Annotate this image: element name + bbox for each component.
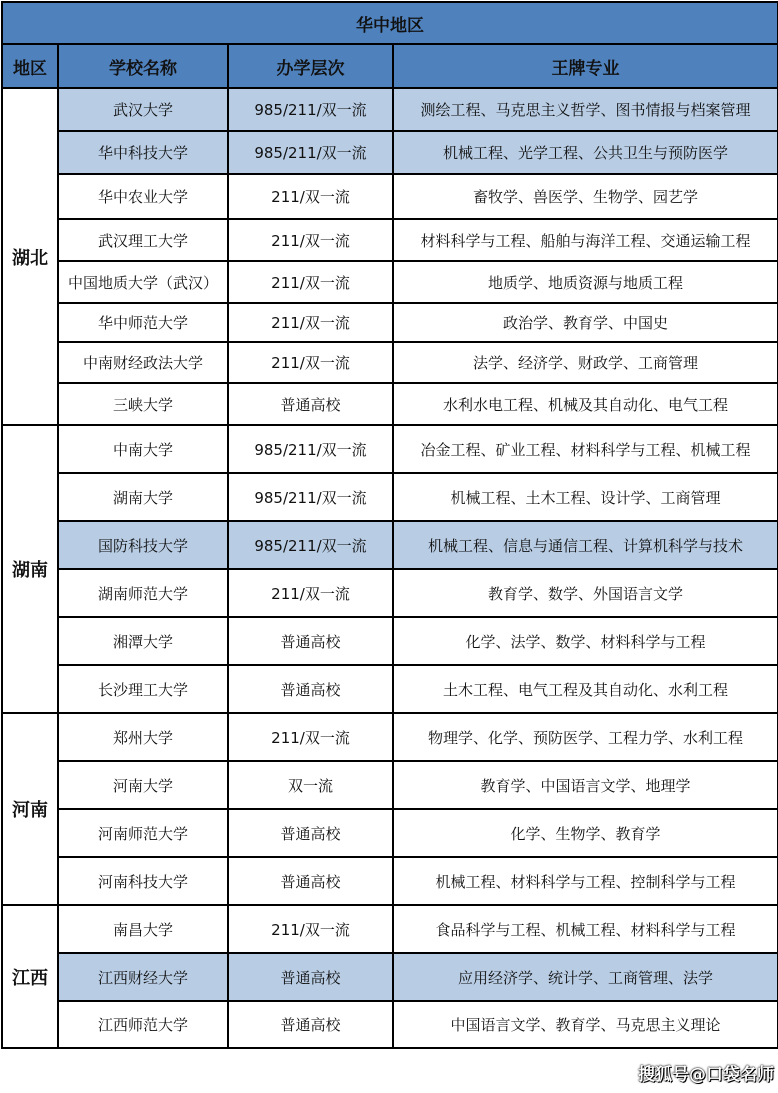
school-cell: 江西师范大学 <box>58 1001 228 1048</box>
region-cell: 河南 <box>2 713 58 905</box>
majors-cell: 化学、法学、数学、材料科学与工程 <box>393 617 778 665</box>
header-region: 地区 <box>2 44 58 88</box>
level-cell: 211/双一流 <box>228 905 393 953</box>
level-cell: 普通高校 <box>228 953 393 1001</box>
majors-cell: 畜牧学、兽医学、生物学、园艺学 <box>393 174 778 219</box>
header-row <box>2 44 778 88</box>
majors-cell: 政治学、教育学、中国史 <box>393 303 778 342</box>
school-cell: 武汉理工大学 <box>58 219 228 261</box>
table-row <box>2 953 778 1001</box>
level-cell: 普通高校 <box>228 665 393 713</box>
table-row <box>2 1001 778 1048</box>
university-table <box>1 1 778 1049</box>
level-cell: 普通高校 <box>228 617 393 665</box>
school-cell: 武汉大学 <box>58 88 228 131</box>
majors-cell: 机械工程、光学工程、公共卫生与预防医学 <box>393 131 778 174</box>
level-cell: 211/双一流 <box>228 261 393 303</box>
majors-cell: 食品科学与工程、机械工程、材料科学与工程 <box>393 905 778 953</box>
level-cell: 普通高校 <box>228 1001 393 1048</box>
table-row <box>2 665 778 713</box>
school-cell: 长沙理工大学 <box>58 665 228 713</box>
majors-cell: 教育学、数学、外国语言文学 <box>393 569 778 617</box>
table-row <box>2 809 778 857</box>
school-cell: 河南师范大学 <box>58 809 228 857</box>
level-cell: 211/双一流 <box>228 569 393 617</box>
table-row <box>2 473 778 521</box>
level-cell: 普通高校 <box>228 809 393 857</box>
header-level: 办学层次 <box>228 44 393 88</box>
table-row <box>2 521 778 569</box>
table-row <box>2 905 778 953</box>
majors-cell: 法学、经济学、财政学、工商管理 <box>393 342 778 383</box>
school-cell: 河南大学 <box>58 761 228 809</box>
school-cell: 湖南大学 <box>58 473 228 521</box>
table-row <box>2 713 778 761</box>
table-row <box>2 857 778 905</box>
table-row <box>2 383 778 425</box>
level-cell: 211/双一流 <box>228 713 393 761</box>
level-cell: 211/双一流 <box>228 342 393 383</box>
level-cell: 985/211/双一流 <box>228 473 393 521</box>
school-cell: 国防科技大学 <box>58 521 228 569</box>
majors-cell: 材料科学与工程、船舶与海洋工程、交通运输工程 <box>393 219 778 261</box>
header-majors: 王牌专业 <box>393 44 778 88</box>
region-cell: 江西 <box>2 905 58 1048</box>
majors-cell: 应用经济学、统计学、工商管理、法学 <box>393 953 778 1001</box>
watermark: 搜狐号@口袋名师 <box>638 1065 774 1085</box>
school-cell: 中南大学 <box>58 425 228 473</box>
table-row <box>2 761 778 809</box>
level-cell: 普通高校 <box>228 857 393 905</box>
table-row <box>2 425 778 473</box>
majors-cell: 中国语言文学、教育学、马克思主义理论 <box>393 1001 778 1048</box>
majors-cell: 机械工程、土木工程、设计学、工商管理 <box>393 473 778 521</box>
table-row <box>2 261 778 303</box>
region-cell: 湖南 <box>2 425 58 713</box>
school-cell: 三峡大学 <box>58 383 228 425</box>
majors-cell: 机械工程、材料科学与工程、控制科学与工程 <box>393 857 778 905</box>
level-cell: 211/双一流 <box>228 219 393 261</box>
school-cell: 河南科技大学 <box>58 857 228 905</box>
table-row <box>2 342 778 383</box>
majors-cell: 水利水电工程、机械及其自动化、电气工程 <box>393 383 778 425</box>
level-cell: 985/211/双一流 <box>228 131 393 174</box>
school-cell: 湘潭大学 <box>58 617 228 665</box>
level-cell: 211/双一流 <box>228 303 393 342</box>
region-cell: 湖北 <box>2 88 58 425</box>
title-row <box>2 2 778 44</box>
table-row <box>2 617 778 665</box>
level-cell: 双一流 <box>228 761 393 809</box>
school-cell: 中南财经政法大学 <box>58 342 228 383</box>
school-cell: 华中农业大学 <box>58 174 228 219</box>
majors-cell: 机械工程、信息与通信工程、计算机科学与技术 <box>393 521 778 569</box>
level-cell: 211/双一流 <box>228 174 393 219</box>
school-cell: 中国地质大学（武汉） <box>58 261 228 303</box>
table-row <box>2 88 778 131</box>
header-school: 学校名称 <box>58 44 228 88</box>
table-row <box>2 303 778 342</box>
majors-cell: 化学、生物学、教育学 <box>393 809 778 857</box>
school-cell: 南昌大学 <box>58 905 228 953</box>
school-cell: 郑州大学 <box>58 713 228 761</box>
school-cell: 江西财经大学 <box>58 953 228 1001</box>
table-row <box>2 174 778 219</box>
table-row <box>2 131 778 174</box>
level-cell: 985/211/双一流 <box>228 521 393 569</box>
majors-cell: 物理学、化学、预防医学、工程力学、水利工程 <box>393 713 778 761</box>
level-cell: 普通高校 <box>228 383 393 425</box>
majors-cell: 教育学、中国语言文学、地理学 <box>393 761 778 809</box>
majors-cell: 测绘工程、马克思主义哲学、图书情报与档案管理 <box>393 88 778 131</box>
majors-cell: 土木工程、电气工程及其自动化、水利工程 <box>393 665 778 713</box>
table-row <box>2 569 778 617</box>
level-cell: 985/211/双一流 <box>228 425 393 473</box>
majors-cell: 地质学、地质资源与地质工程 <box>393 261 778 303</box>
school-cell: 湖南师范大学 <box>58 569 228 617</box>
table-row <box>2 219 778 261</box>
table-title: 华中地区 <box>2 2 778 44</box>
level-cell: 985/211/双一流 <box>228 88 393 131</box>
school-cell: 华中师范大学 <box>58 303 228 342</box>
majors-cell: 冶金工程、矿业工程、材料科学与工程、机械工程 <box>393 425 778 473</box>
school-cell: 华中科技大学 <box>58 131 228 174</box>
